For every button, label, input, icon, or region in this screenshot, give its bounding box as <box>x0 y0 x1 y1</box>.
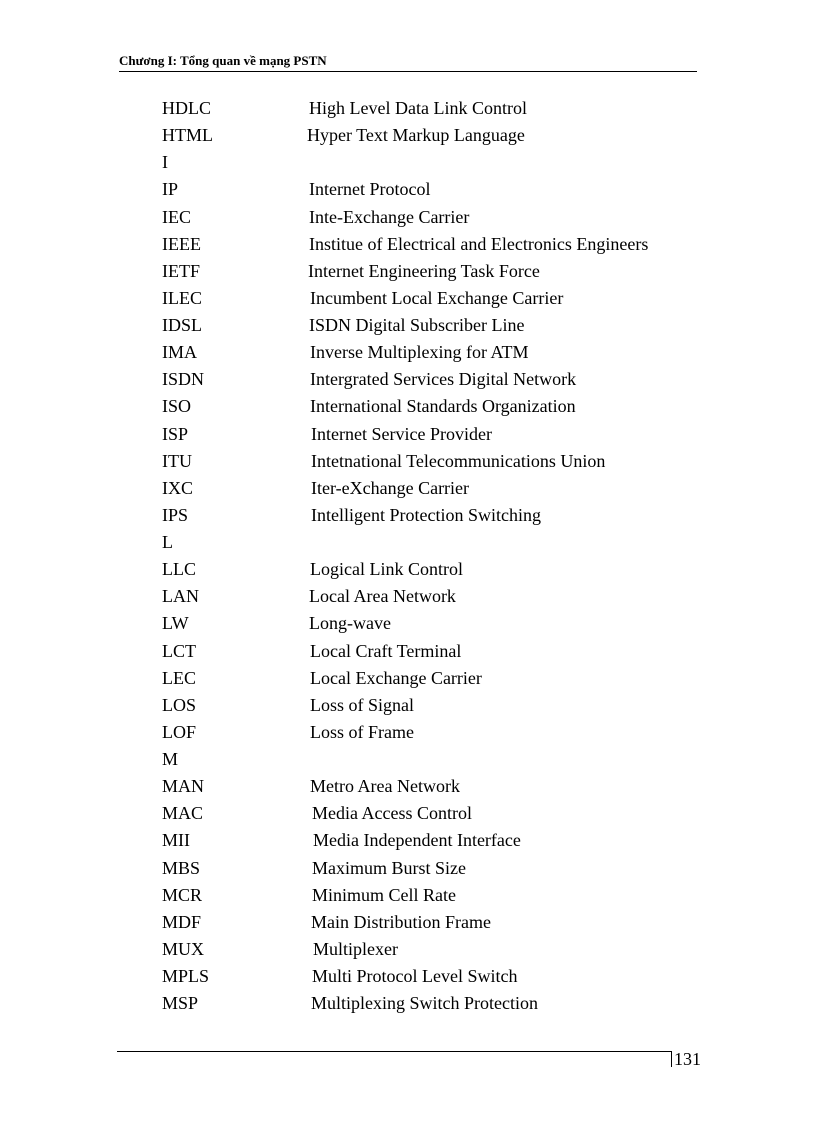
abbreviation-row <box>162 206 692 233</box>
abbreviation-description: Intelligent Protection Switching <box>311 504 541 525</box>
page-header <box>119 52 697 72</box>
page-number: 131 <box>674 1049 701 1069</box>
abbreviation-code: MDF <box>162 911 202 932</box>
abbreviation-code: LEC <box>162 667 196 688</box>
abbreviation-code: LOF <box>162 721 197 742</box>
abbreviation-row <box>162 260 692 287</box>
abbreviation-row <box>162 287 692 314</box>
abbreviation-description: Long-wave <box>309 613 391 634</box>
abbreviation-row <box>162 640 692 667</box>
abbreviation-row <box>162 341 692 368</box>
abbreviation-code: IMA <box>162 342 197 363</box>
abbreviation-code: L <box>162 532 173 552</box>
abbreviation-description: Multiplexer <box>313 938 398 959</box>
abbreviation-code: MSP <box>162 993 199 1014</box>
abbreviation-row <box>162 748 692 775</box>
abbreviation-row <box>162 450 692 477</box>
abbreviation-description: Metro Area Network <box>310 776 460 797</box>
abbreviation-code: IEEE <box>162 233 201 254</box>
abbreviation-row <box>162 938 692 965</box>
abbreviation-code: LLC <box>162 559 196 580</box>
abbreviation-description: Media Independent Interface <box>313 830 521 851</box>
abbreviation-code: HDLC <box>162 98 211 118</box>
abbreviation-list <box>162 97 692 1019</box>
abbreviation-description: ISDN Digital Subscriber Line <box>309 315 525 335</box>
abbreviation-row <box>162 802 692 829</box>
abbreviation-code: LAN <box>162 586 199 607</box>
abbreviation-description: Main Distribution Frame <box>311 911 491 932</box>
abbreviation-row <box>162 504 692 531</box>
abbreviation-code: MAN <box>162 776 205 797</box>
abbreviation-description: Hyper Text Markup Language <box>307 125 525 146</box>
abbreviation-row <box>162 694 692 721</box>
abbreviation-code: MBS <box>162 857 201 878</box>
abbreviation-description: Inverse Multiplexing for ATM <box>310 342 529 363</box>
abbreviation-code: HTML <box>162 125 213 146</box>
abbreviation-row <box>162 721 692 748</box>
chapter-title: Chương I: Tổng quan về mạng PSTN <box>119 53 327 68</box>
abbreviation-description: International Standards Organization <box>310 396 576 417</box>
abbreviation-row <box>162 911 692 938</box>
abbreviation-description: Internet Service Provider <box>311 423 492 444</box>
abbreviation-code: IXC <box>162 477 193 498</box>
abbreviation-description: Maximum Burst Size <box>312 857 466 878</box>
abbreviation-description: Internet Engineering Task Force <box>308 260 540 281</box>
abbreviation-description: Minimum Cell Rate <box>312 884 456 905</box>
abbreviation-description: Multi Protocol Level Switch <box>312 966 518 986</box>
abbreviation-description: Intergrated Services Digital Network <box>310 369 577 390</box>
abbreviation-description: Intetnational Telecommunications Union <box>311 450 606 471</box>
abbreviation-row <box>162 97 692 124</box>
abbreviation-row <box>162 233 692 260</box>
abbreviation-code: IDSL <box>162 315 202 335</box>
abbreviation-row <box>162 151 692 178</box>
abbreviation-code: LCT <box>162 640 196 661</box>
abbreviation-code: IEC <box>162 206 191 227</box>
abbreviation-description: High Level Data Link Control <box>309 98 527 118</box>
abbreviation-row <box>162 178 692 205</box>
abbreviation-row <box>162 585 692 612</box>
abbreviation-row <box>162 531 692 558</box>
abbreviation-description: Multiplexing Switch Protection <box>311 993 538 1014</box>
abbreviation-row <box>162 558 692 585</box>
abbreviation-row <box>162 857 692 884</box>
abbreviation-code: MII <box>162 830 190 851</box>
abbreviation-code: MUX <box>162 938 205 959</box>
abbreviation-code: ILEC <box>162 287 202 308</box>
abbreviation-code: I <box>162 152 168 173</box>
abbreviation-code: MAC <box>162 803 204 824</box>
abbreviation-code: MPLS <box>162 966 210 986</box>
abbreviation-description: Local Area Network <box>309 586 456 607</box>
abbreviation-description: Loss of Frame <box>310 721 414 742</box>
abbreviation-row <box>162 124 692 151</box>
footer-rule-tick <box>671 1051 672 1067</box>
abbreviation-row <box>162 884 692 911</box>
footer-rule <box>117 1051 671 1052</box>
abbreviation-code: LW <box>162 613 189 634</box>
abbreviation-code: ITU <box>162 450 192 471</box>
abbreviation-row <box>162 477 692 504</box>
abbreviation-row <box>162 965 692 992</box>
abbreviation-code: LOS <box>162 694 197 715</box>
abbreviation-row <box>162 314 692 341</box>
abbreviation-description: Local Craft Terminal <box>310 640 462 661</box>
abbreviation-code: IETF <box>162 260 200 281</box>
abbreviation-row <box>162 775 692 802</box>
abbreviation-code: ISO <box>162 396 192 417</box>
abbreviation-code: IPS <box>162 504 189 525</box>
abbreviation-description: Loss of Signal <box>310 694 415 715</box>
abbreviation-description: Media Access Control <box>312 803 472 824</box>
abbreviation-code: ISDN <box>162 369 205 390</box>
abbreviation-row <box>162 992 692 1019</box>
abbreviation-row <box>162 395 692 422</box>
abbreviation-code: MCR <box>162 884 203 905</box>
abbreviation-description: Incumbent Local Exchange Carrier <box>310 287 564 308</box>
abbreviation-row <box>162 368 692 395</box>
abbreviation-description: Institue of Electrical and Electronics Engineers <box>309 233 649 254</box>
abbreviation-code: ISP <box>162 423 189 444</box>
abbreviation-code: IP <box>162 179 179 200</box>
abbreviation-description: Inte-Exchange Carrier <box>309 206 470 227</box>
abbreviation-code: M <box>162 749 179 769</box>
abbreviation-row <box>162 423 692 450</box>
abbreviation-description: Logical Link Control <box>310 559 463 580</box>
abbreviation-description: Iter-eXchange Carrier <box>311 477 470 498</box>
abbreviation-row <box>162 829 692 856</box>
abbreviation-description: Internet Protocol <box>309 179 431 200</box>
abbreviation-row <box>162 667 692 694</box>
abbreviation-description: Local Exchange Carrier <box>310 667 482 688</box>
abbreviation-row <box>162 612 692 639</box>
